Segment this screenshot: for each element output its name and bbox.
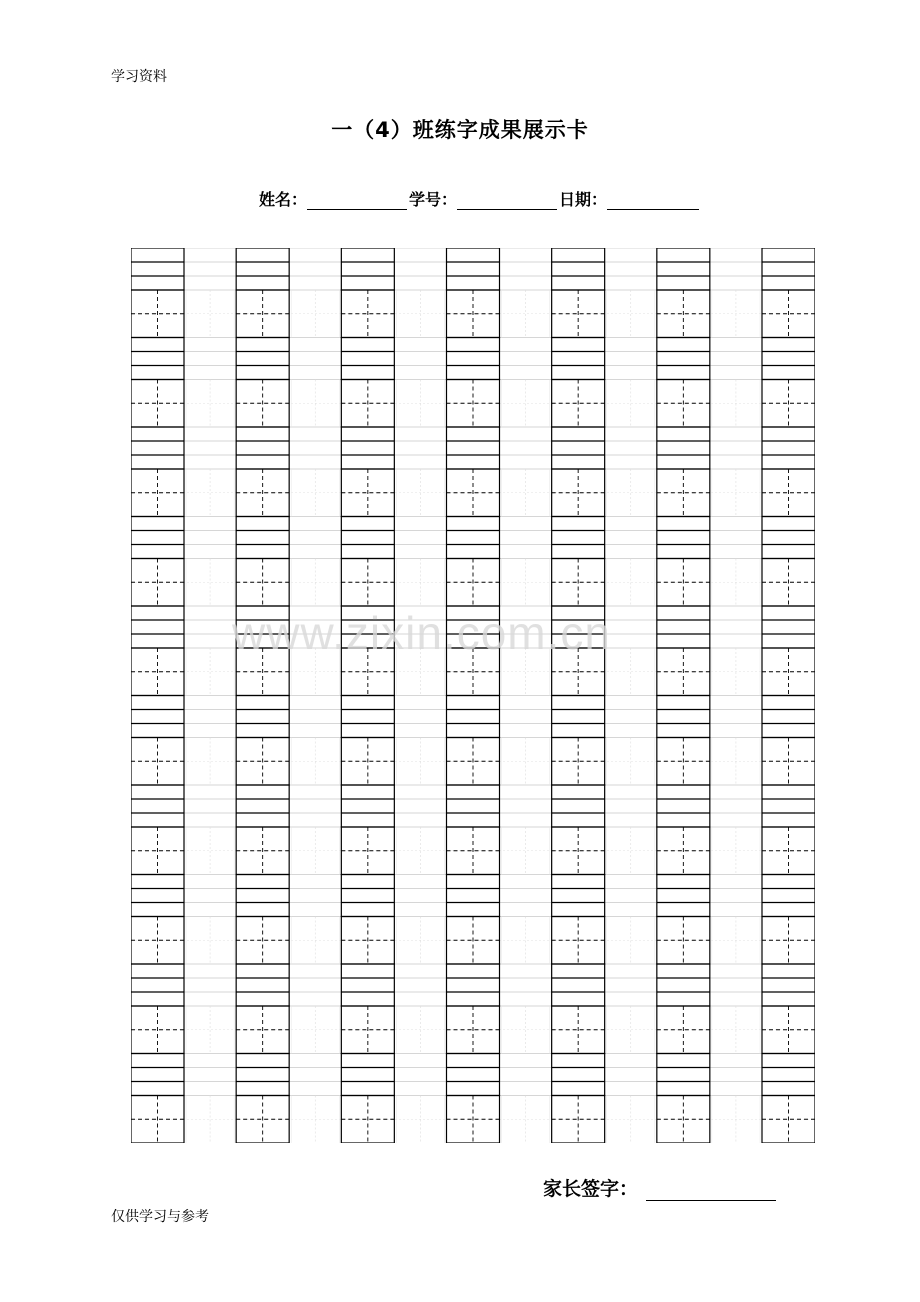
pinyin-box bbox=[552, 964, 605, 1006]
pinyin-box bbox=[131, 1054, 184, 1096]
name-field[interactable] bbox=[307, 191, 407, 210]
pinyin-box bbox=[236, 875, 289, 917]
pinyin-box bbox=[447, 517, 500, 559]
pinyin-box bbox=[447, 875, 500, 917]
pinyin-box bbox=[762, 338, 815, 380]
pinyin-box bbox=[131, 338, 184, 380]
date-field[interactable] bbox=[607, 191, 699, 210]
signature-row bbox=[543, 1174, 776, 1201]
pinyin-box bbox=[657, 696, 710, 738]
pinyin-box bbox=[236, 696, 289, 738]
pinyin-box bbox=[131, 517, 184, 559]
pinyin-box bbox=[657, 517, 710, 559]
pinyin-box bbox=[762, 248, 815, 290]
pinyin-box bbox=[447, 427, 500, 469]
name-label: 姓名： bbox=[259, 190, 308, 209]
pinyin-box bbox=[552, 1054, 605, 1096]
header-note: 学习资料 bbox=[111, 69, 167, 85]
pinyin-box bbox=[657, 338, 710, 380]
pinyin-box bbox=[552, 875, 605, 917]
pinyin-box bbox=[657, 1054, 710, 1096]
pinyin-box bbox=[552, 338, 605, 380]
pinyin-box bbox=[447, 248, 500, 290]
pinyin-box bbox=[131, 875, 184, 917]
practice-grid bbox=[131, 248, 815, 1143]
pinyin-box bbox=[341, 696, 394, 738]
date-label: 日期： bbox=[559, 190, 608, 209]
pinyin-box bbox=[236, 1054, 289, 1096]
student-info-row bbox=[259, 187, 701, 210]
pinyin-box bbox=[236, 248, 289, 290]
pinyin-box bbox=[341, 427, 394, 469]
pinyin-box bbox=[762, 606, 815, 648]
pinyin-box bbox=[552, 248, 605, 290]
pinyin-box bbox=[236, 785, 289, 827]
pinyin-box bbox=[131, 696, 184, 738]
pinyin-box bbox=[131, 964, 184, 1006]
pinyin-box bbox=[447, 785, 500, 827]
pinyin-box bbox=[236, 964, 289, 1006]
pinyin-box bbox=[236, 338, 289, 380]
practice-grid-svg bbox=[131, 248, 815, 1143]
pinyin-box bbox=[341, 1054, 394, 1096]
pinyin-box bbox=[236, 427, 289, 469]
pinyin-box bbox=[762, 1054, 815, 1096]
pinyin-box bbox=[447, 964, 500, 1006]
pinyin-box bbox=[447, 696, 500, 738]
footer-note: 仅供学习与参考 bbox=[111, 1209, 209, 1225]
pinyin-box bbox=[552, 696, 605, 738]
pinyin-box bbox=[447, 338, 500, 380]
pinyin-box bbox=[131, 427, 184, 469]
pinyin-box bbox=[341, 875, 394, 917]
pinyin-box bbox=[552, 785, 605, 827]
pinyin-box bbox=[762, 517, 815, 559]
pinyin-box bbox=[762, 964, 815, 1006]
pinyin-box bbox=[131, 248, 184, 290]
pinyin-box bbox=[762, 427, 815, 469]
pinyin-box bbox=[341, 338, 394, 380]
signature-field[interactable] bbox=[646, 1180, 776, 1201]
pinyin-box bbox=[657, 785, 710, 827]
pinyin-box bbox=[447, 1054, 500, 1096]
pinyin-box bbox=[762, 875, 815, 917]
signature-label: 家长签字： bbox=[543, 1178, 639, 1200]
page-title: 一（4）班练字成果展示卡 bbox=[331, 118, 589, 142]
pinyin-box bbox=[131, 785, 184, 827]
id-label: 学号： bbox=[409, 190, 458, 209]
pinyin-box bbox=[657, 964, 710, 1006]
pinyin-box bbox=[657, 427, 710, 469]
id-field[interactable] bbox=[457, 191, 557, 210]
pinyin-box bbox=[762, 785, 815, 827]
pinyin-box bbox=[236, 517, 289, 559]
pinyin-box bbox=[341, 248, 394, 290]
pinyin-box bbox=[657, 875, 710, 917]
pinyin-box bbox=[552, 517, 605, 559]
pinyin-box bbox=[341, 517, 394, 559]
watermark: www.zixin.com.cn bbox=[232, 607, 611, 659]
pinyin-box bbox=[657, 606, 710, 648]
pinyin-box bbox=[131, 606, 184, 648]
pinyin-box bbox=[657, 248, 710, 290]
pinyin-box bbox=[552, 427, 605, 469]
pinyin-box bbox=[341, 785, 394, 827]
pinyin-box bbox=[341, 964, 394, 1006]
pinyin-box bbox=[762, 696, 815, 738]
